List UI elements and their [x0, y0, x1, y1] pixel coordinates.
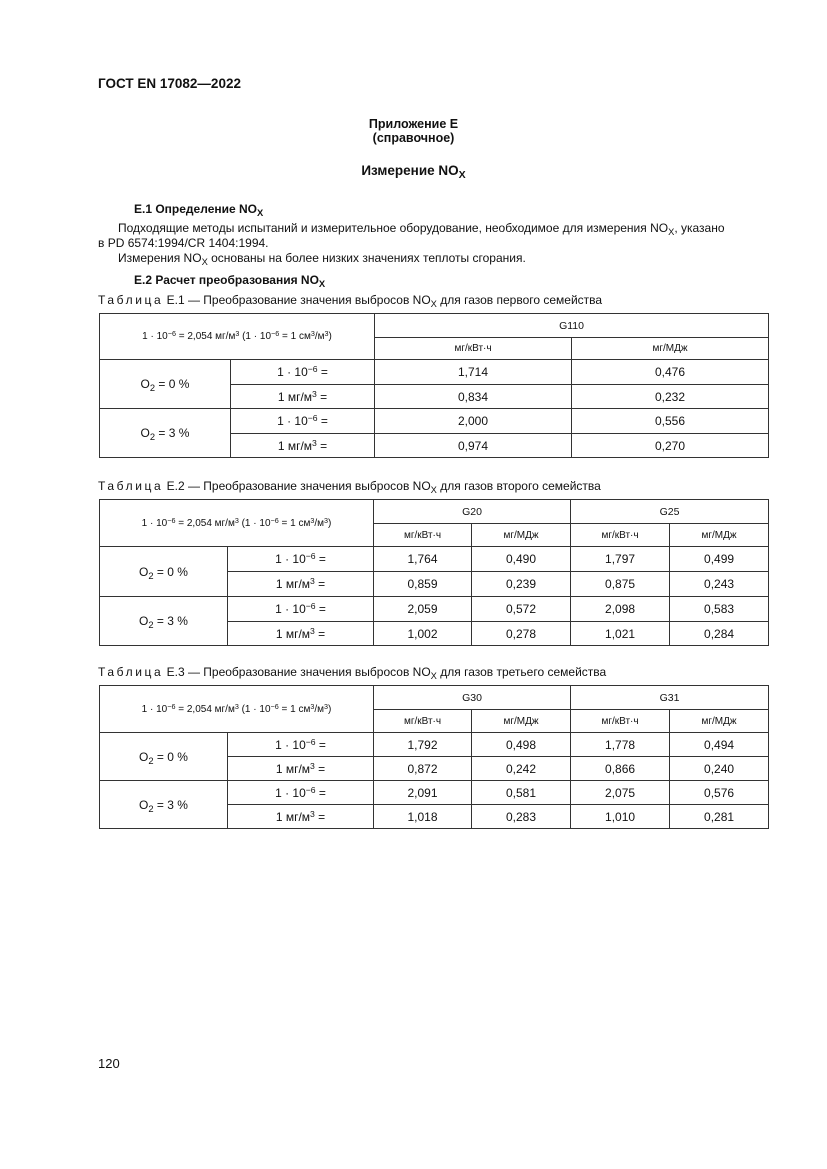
- o2-label: $O_2 = 3$ %: [100, 781, 228, 829]
- table-cell: 0,494: [670, 733, 769, 757]
- unit-header: мг/кВт·ч: [374, 524, 472, 547]
- table-cell: 0,490: [472, 547, 571, 572]
- table-cell: 0,859: [374, 572, 472, 597]
- section-e1-paragraph-1: Подходящие методы испытаний и измерительное оборудование, необходимое для измерения $NO_X$, указано: [118, 221, 725, 237]
- section-e1-paragraph-2: Измерения $NO_X$ основаны на более низких значениях теплоты сгорания.: [118, 251, 526, 267]
- table1-caption: Таблица Е.1 — Преобразование значения выбросов $NO_X$ для газов первого семейства: [98, 293, 603, 309]
- table-cell: 2,059: [374, 597, 472, 622]
- table-cell: 0,283: [472, 805, 571, 829]
- o2-label: $O_2 = 0$ %: [100, 547, 228, 597]
- section-e1-heading: Е.1 Определение $NO_X$: [134, 202, 264, 218]
- table-cell: 2,098: [571, 597, 670, 622]
- unit-header: мг/МДж: [572, 338, 769, 360]
- table-corner-cell: $1 \cdot 10^{-6} = 2,054$ $мг/м^3$ ($1 \cdot 10^{-6} = 1$ $см^3/м^3$): [100, 314, 375, 360]
- section-e2-heading: Е.2 Расчет преобразования $NO_X$: [134, 273, 326, 289]
- unit-row-label: 1 $мг/м^3$ =: [231, 385, 375, 409]
- page-number: 120: [98, 1056, 120, 1071]
- group-header: G31: [571, 686, 769, 710]
- unit-header: мг/кВт·ч: [571, 710, 670, 733]
- unit-row-label: 1 $мг/м^3$ =: [228, 805, 374, 829]
- unit-row-label: $1 \cdot 10^{-6}$ =: [228, 733, 374, 757]
- table3: [99, 685, 769, 829]
- table-cell: 0,499: [670, 547, 769, 572]
- document-header: ГОСТ EN 17082—2022: [98, 76, 241, 91]
- table-cell: 1,021: [571, 622, 670, 646]
- table-cell: 0,284: [670, 622, 769, 646]
- unit-header: мг/МДж: [670, 524, 769, 547]
- table-cell: 1,792: [374, 733, 472, 757]
- table-cell: 0,872: [374, 757, 472, 781]
- table-cell: 0,866: [571, 757, 670, 781]
- group-header: G25: [571, 500, 769, 524]
- table-cell: 1,002: [374, 622, 472, 646]
- table-cell: 0,232: [572, 385, 769, 409]
- table3-caption: Таблица Е.3 — Преобразование значения выбросов $NO_X$ для газов третьего семейства: [98, 665, 607, 681]
- main-title: Измерение $NO_X$: [361, 163, 466, 182]
- table-cell: 0,581: [472, 781, 571, 805]
- table-cell: 0,556: [572, 409, 769, 434]
- table-cell: 0,242: [472, 757, 571, 781]
- table-cell: 0,583: [670, 597, 769, 622]
- o2-label: $O_2 = 0$ %: [100, 733, 228, 781]
- unit-header: мг/МДж: [472, 710, 571, 733]
- table-corner-cell: $1 \cdot 10^{-6} = 2,054$ $мг/м^3$ ($1 \cdot 10^{-6} = 1$ $см^3/м^3$): [100, 686, 374, 733]
- table-cell: 0,875: [571, 572, 670, 597]
- unit-header: мг/кВт·ч: [571, 524, 670, 547]
- table-cell: 2,075: [571, 781, 670, 805]
- table-cell: 1,714: [375, 360, 572, 385]
- table-corner-cell: $1 \cdot 10^{-6} = 2,054$ $мг/м^3$ ($1 \cdot 10^{-6} = 1$ $см^3/м^3$): [100, 500, 374, 547]
- section-e1-paragraph-1-cont: в PD 6574:1994/CR 1404:1994.: [98, 236, 269, 250]
- unit-row-label: $1 \cdot 10^{-6}$ =: [228, 597, 374, 622]
- group-header: G20: [374, 500, 571, 524]
- table-cell: 0,834: [375, 385, 572, 409]
- unit-row-label: 1 $мг/м^3$ =: [228, 757, 374, 781]
- unit-row-label: $1 \cdot 10^{-6}$ =: [228, 547, 374, 572]
- table-cell: 2,000: [375, 409, 572, 434]
- table-cell: 0,498: [472, 733, 571, 757]
- table-cell: 0,270: [572, 434, 769, 458]
- table-cell: 0,281: [670, 805, 769, 829]
- table-cell: 0,572: [472, 597, 571, 622]
- table-cell: 0,243: [670, 572, 769, 597]
- table-cell: 0,974: [375, 434, 572, 458]
- unit-header: мг/кВт·ч: [375, 338, 572, 360]
- table2-caption: Таблица Е.2 — Преобразование значения выбросов $NO_X$ для газов второго семейства: [98, 479, 601, 495]
- unit-header: мг/МДж: [472, 524, 571, 547]
- table-cell: 0,278: [472, 622, 571, 646]
- group-header: G110: [375, 314, 769, 338]
- table-cell: 1,010: [571, 805, 670, 829]
- appendix-title: Приложение Е: [368, 117, 459, 131]
- table-cell: 0,239: [472, 572, 571, 597]
- unit-row-label: $1 \cdot 10^{-6}$ =: [228, 781, 374, 805]
- o2-label: $O_2 = 3$ %: [100, 409, 231, 458]
- table-cell: 1,778: [571, 733, 670, 757]
- o2-label: $O_2 = 3$ %: [100, 597, 228, 646]
- table-cell: 2,091: [374, 781, 472, 805]
- unit-header: мг/кВт·ч: [374, 710, 472, 733]
- appendix-type: (справочное): [372, 131, 455, 145]
- unit-row-label: 1 $мг/м^3$ =: [228, 622, 374, 646]
- table-cell: 1,797: [571, 547, 670, 572]
- table-cell: 1,764: [374, 547, 472, 572]
- table2: [99, 499, 769, 646]
- table1: [99, 313, 769, 458]
- unit-header: мг/МДж: [670, 710, 769, 733]
- unit-row-label: 1 $мг/м^3$ =: [231, 434, 375, 458]
- table-cell: 0,576: [670, 781, 769, 805]
- table-cell: 0,240: [670, 757, 769, 781]
- unit-row-label: $1 \cdot 10^{-6}$ =: [231, 360, 375, 385]
- o2-label: $O_2 = 0$ %: [100, 360, 231, 409]
- table-cell: 1,018: [374, 805, 472, 829]
- unit-row-label: 1 $мг/м^3$ =: [228, 572, 374, 597]
- unit-row-label: $1 \cdot 10^{-6}$ =: [231, 409, 375, 434]
- group-header: G30: [374, 686, 571, 710]
- table-cell: 0,476: [572, 360, 769, 385]
